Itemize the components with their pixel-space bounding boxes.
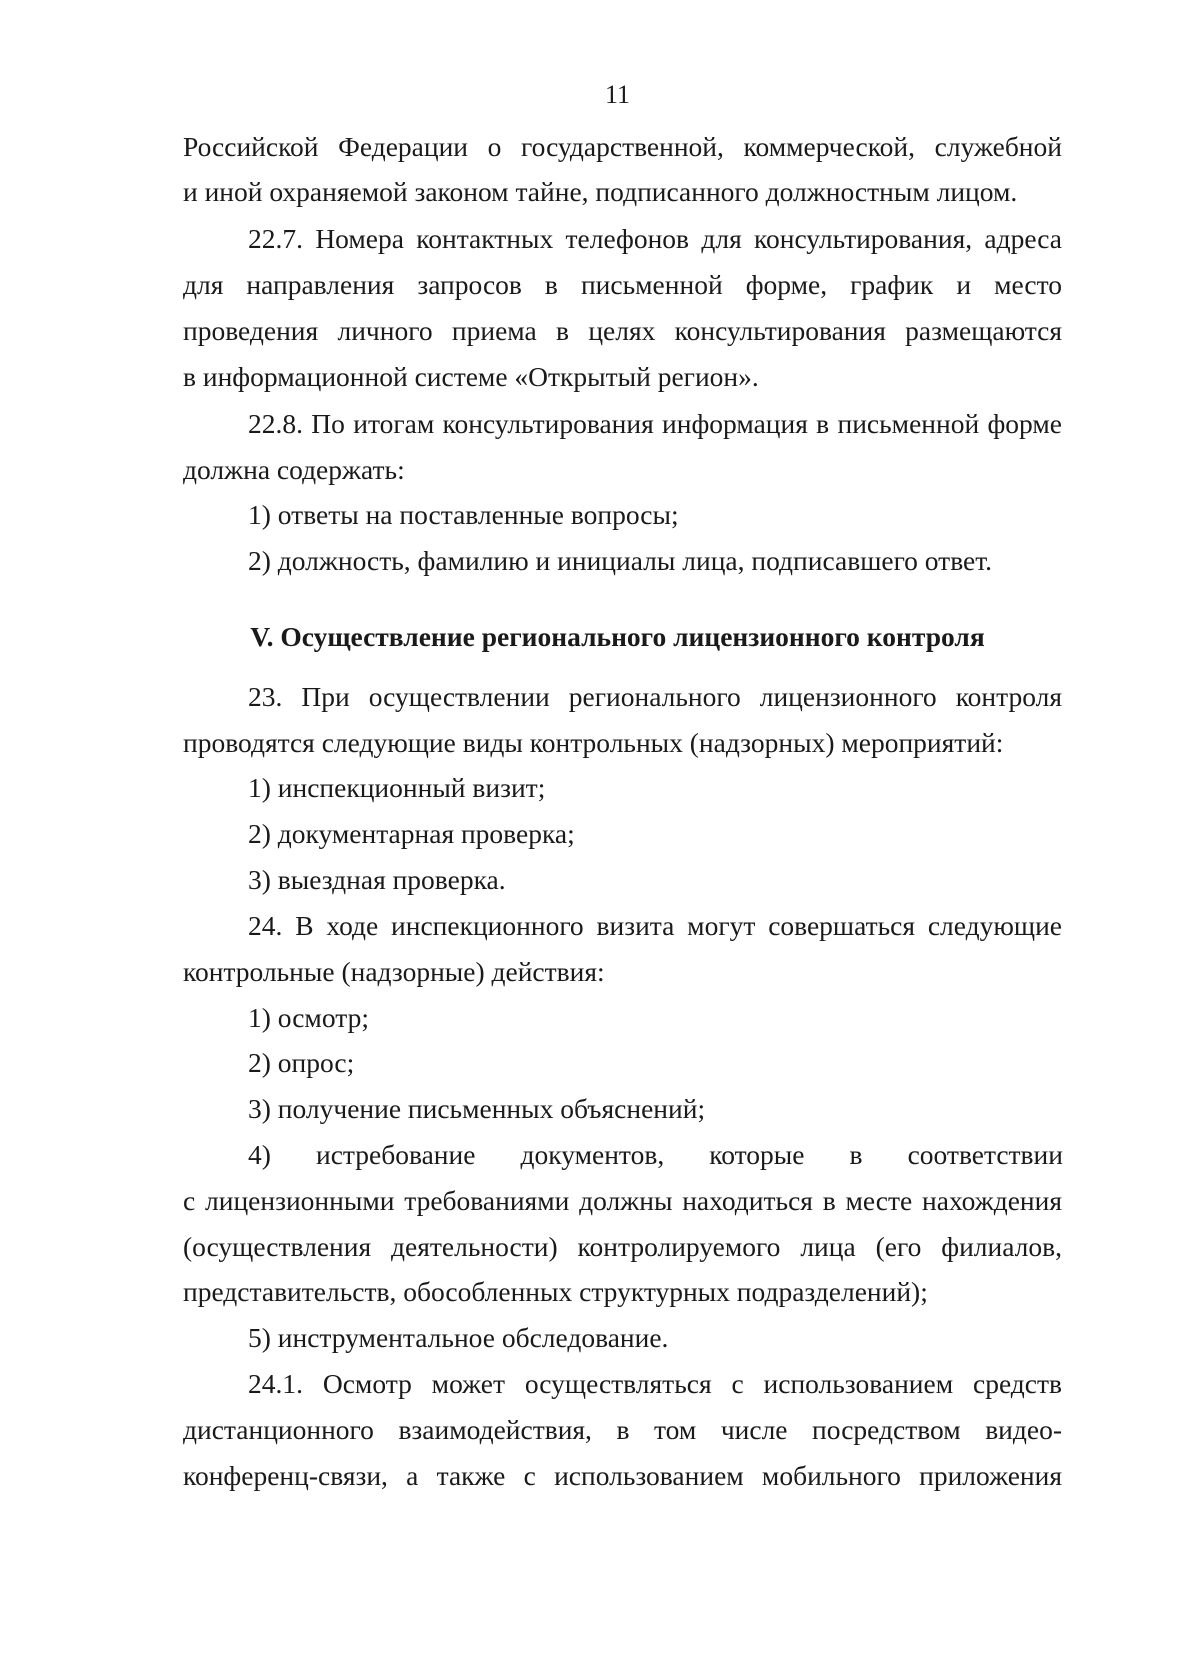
text-line: проводятся следующие виды контрольных (надзорных) мероприятий: [183,727,1004,758]
text-word: документов, [520,1139,665,1170]
section-heading: V. Осуществление регионального лицензионного контроля [250,621,985,652]
text-line: 22.8. По итогам консультирования информация в письменной форме [248,408,1062,439]
text-word: соответствии [907,1139,1063,1170]
list-item: 1) ответы на поставленные вопросы; [248,499,679,530]
text-line: должна содержать: [183,454,405,485]
text-line: и иной охраняемой законом тайне, подписанного должностным лицом. [183,176,1018,207]
text-line: представительств, обособленных структурных подразделений); [183,1276,928,1307]
page-number: 11 [604,80,631,109]
text-line: 24.1. Осмотр может осуществляться с использованием средств [248,1368,1062,1399]
text-line: 22.7. Номера контактных телефонов для консультирования, адреса [248,223,1062,254]
list-item: 1) инспекционный визит; [248,772,546,803]
text-line: дистанционного взаимодействия, в том числе посредством видео- [183,1414,1062,1445]
text-word: которые [709,1139,805,1170]
list-item: 2) опрос; [248,1047,355,1078]
text-word: 4) [248,1139,271,1170]
text-line: с лицензионными требованиями должны находиться в месте нахождения [183,1185,1062,1216]
text-word: истребование [315,1139,476,1170]
list-item: 2) документарная проверка; [248,818,575,849]
list-item: 1) осмотр; [248,1002,369,1033]
list-item: 3) выездная проверка. [248,864,506,895]
list-item: 2) должность, фамилию и инициалы лица, подписавшего ответ. [248,545,993,576]
text-line: конференц-связи, а также с использованием мобильного приложения [183,1460,1062,1491]
list-item: 5) инструментальное обследование. [248,1322,669,1353]
text-line: (осуществления деятельности) контролируемого лица (его филиалов, [183,1231,1062,1262]
text-line: 24. В ходе инспекционного визита могут совершаться следующие [248,910,1062,941]
text-line: Российской Федерации о государственной, коммерческой, служебной [183,131,1062,162]
text-word: в [849,1139,863,1170]
list-item: 3) получение письменных объяснений; [248,1093,706,1124]
list-item-spread [248,1138,1063,1172]
text-line: в информационной системе «Открытый регион». [183,361,759,392]
text-line: проведения личного приема в целях консультирования размещаются [183,315,1062,346]
text-line: контрольные (надзорные) действия: [183,956,605,987]
text-line: для направления запросов в письменной форме, график и место [183,269,1062,300]
text-line: 23. При осуществлении регионального лицензионного контроля [248,681,1062,712]
